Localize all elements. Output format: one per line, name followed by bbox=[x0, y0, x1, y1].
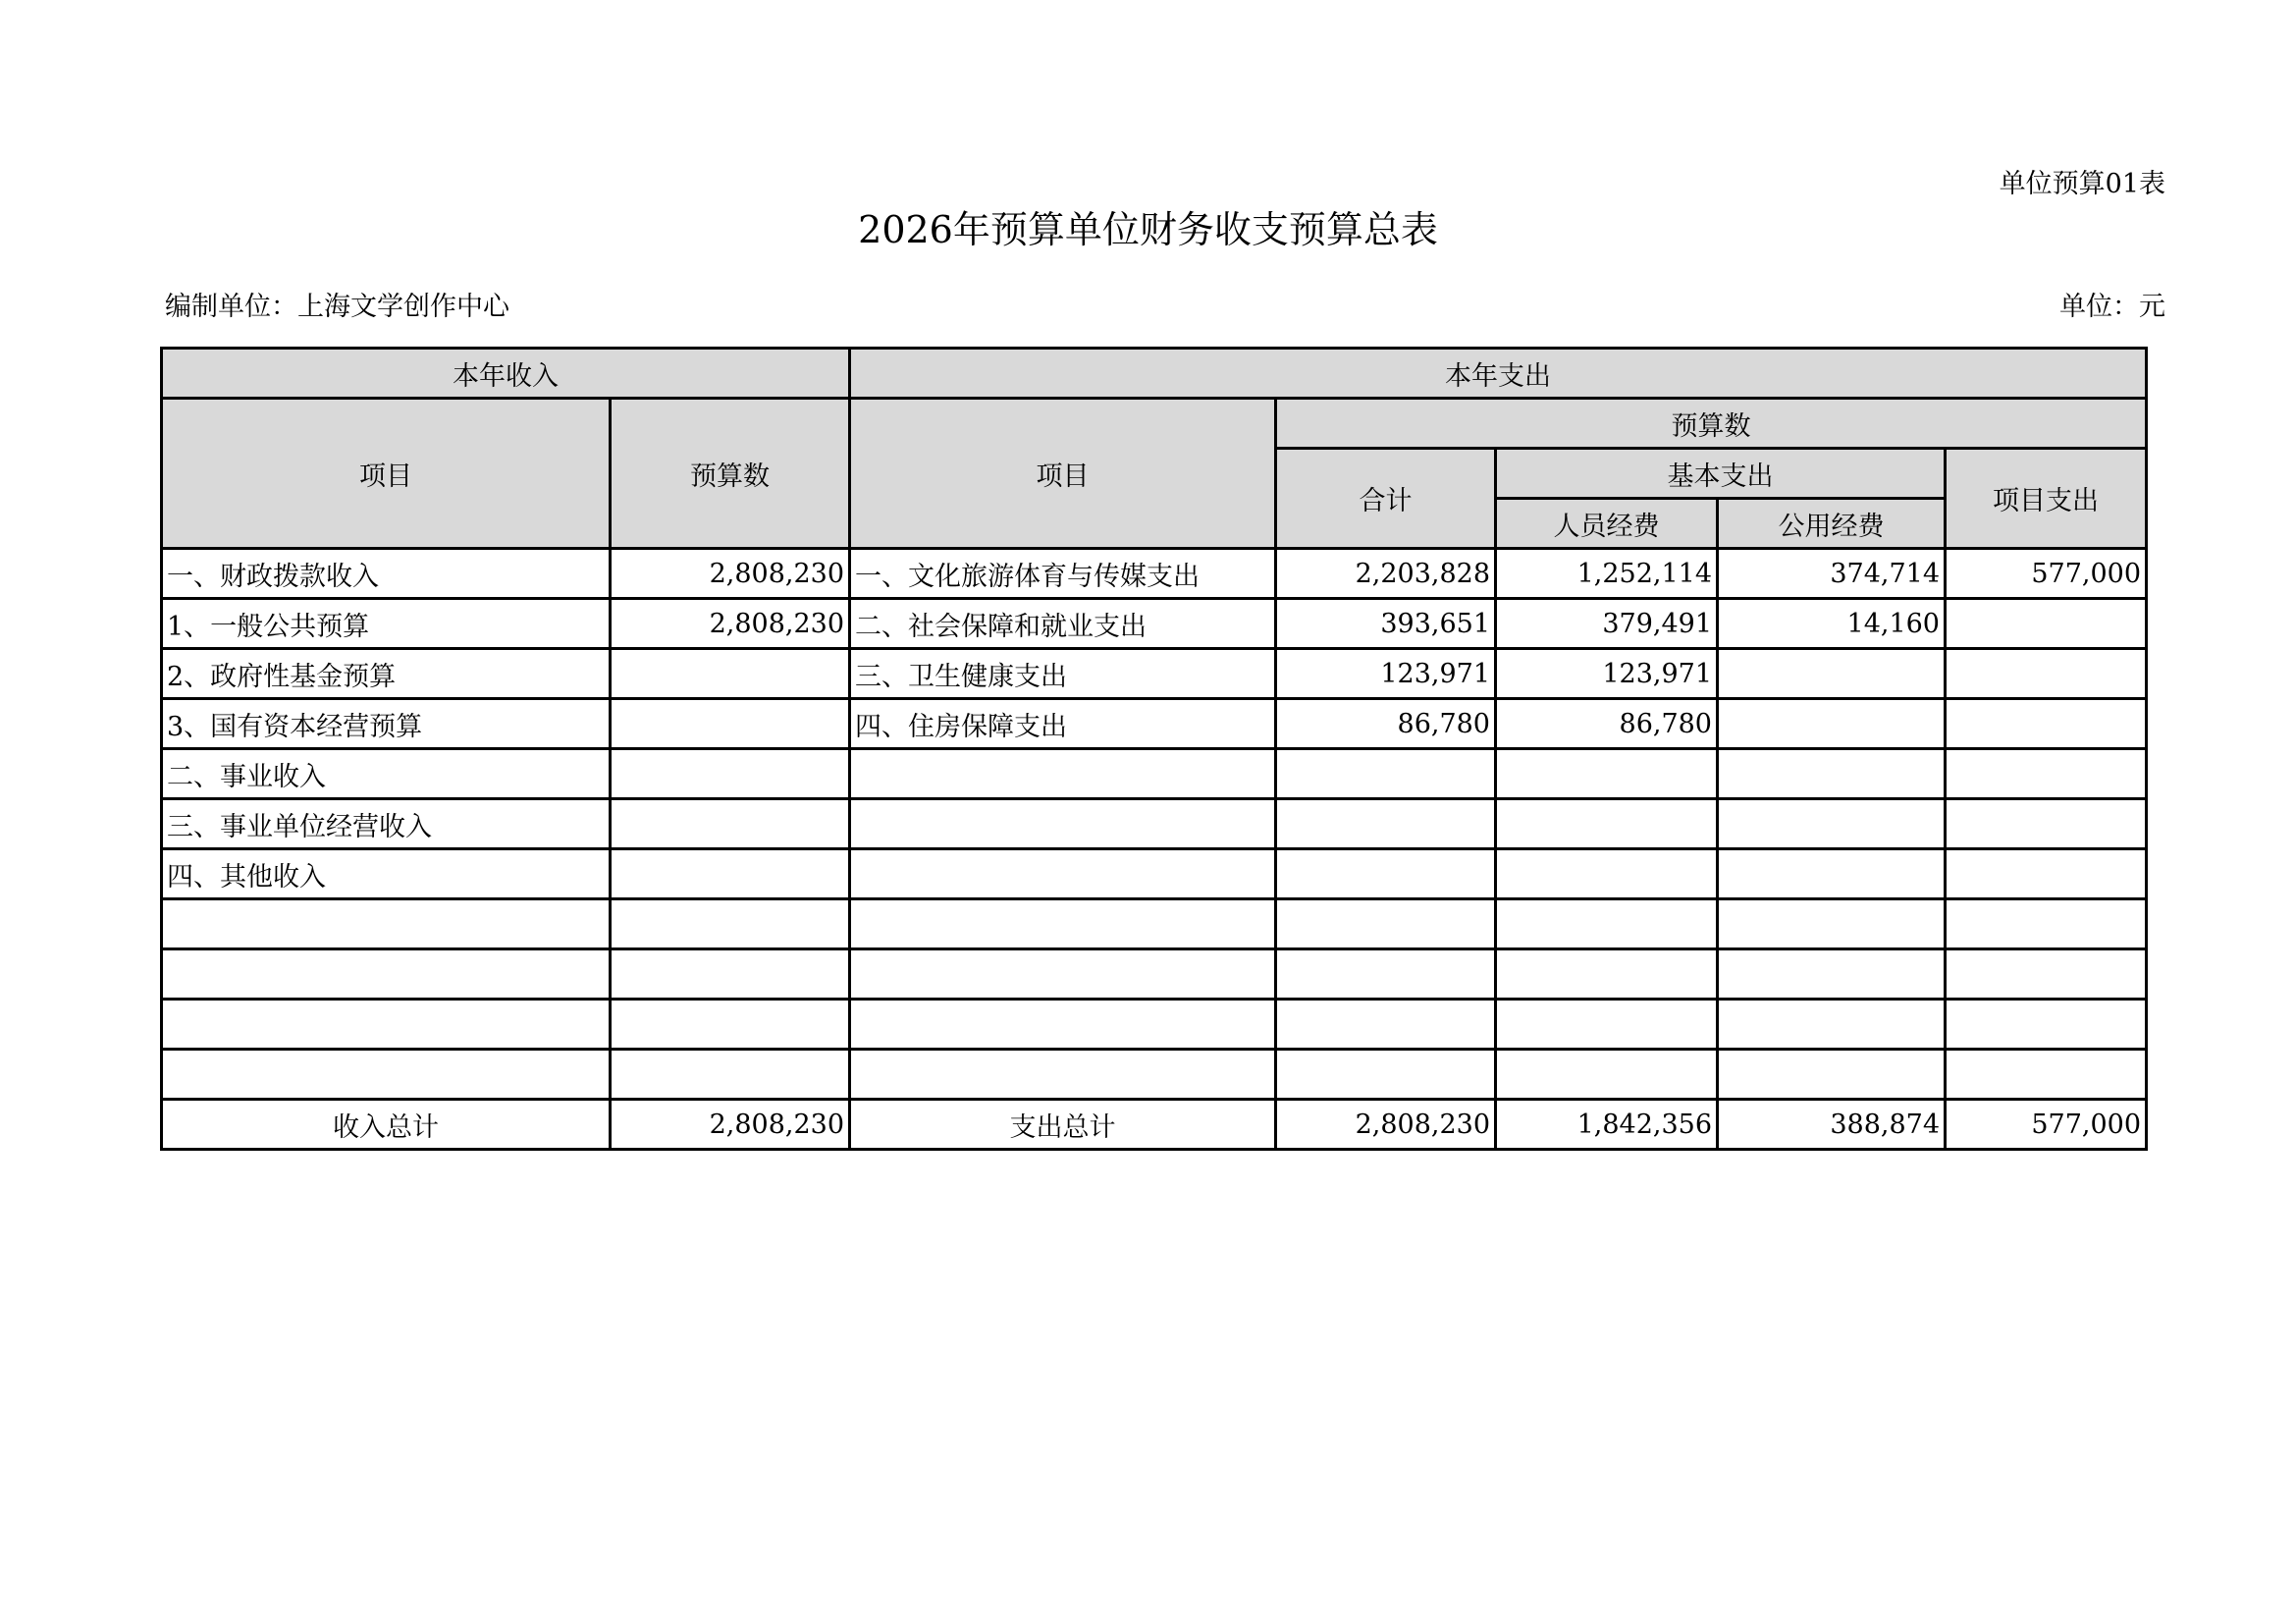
expense-item-cell bbox=[850, 949, 1276, 1000]
public-cell bbox=[1718, 799, 1946, 849]
public-cell: 14,160 bbox=[1718, 599, 1946, 649]
table-row bbox=[162, 649, 2147, 699]
project-cell bbox=[1946, 1000, 2147, 1050]
income-item-cell: 3、国有资本经营预算 bbox=[162, 699, 611, 749]
personnel-cell bbox=[1496, 1050, 1718, 1100]
personnel-cell bbox=[1496, 899, 1718, 949]
basic-group-header: 基本支出 bbox=[1496, 449, 1946, 499]
header-row-1 bbox=[162, 349, 2147, 399]
expense-item-cell: 一、文化旅游体育与传媒支出 bbox=[850, 549, 1276, 599]
income-budget-cell bbox=[611, 949, 850, 1000]
total-cell bbox=[1276, 1000, 1496, 1050]
income-item-cell: 一、财政拨款收入 bbox=[162, 549, 611, 599]
public-cell bbox=[1718, 699, 1946, 749]
income-item-cell: 1、一般公共预算 bbox=[162, 599, 611, 649]
total-cell bbox=[1276, 849, 1496, 899]
expense-item-header: 项目 bbox=[850, 399, 1276, 549]
income-item-header: 项目 bbox=[162, 399, 611, 549]
expense-item-cell bbox=[850, 899, 1276, 949]
table-row bbox=[162, 549, 2147, 599]
total-cell bbox=[1276, 949, 1496, 1000]
income-total-value: 2,808,230 bbox=[611, 1100, 850, 1150]
project-cell bbox=[1946, 799, 2147, 849]
project-cell bbox=[1946, 649, 2147, 699]
income-budget-cell bbox=[611, 649, 850, 699]
total-cell bbox=[1276, 1050, 1496, 1100]
table-row bbox=[162, 699, 2147, 749]
public-cell bbox=[1718, 749, 1946, 799]
table-row bbox=[162, 899, 2147, 949]
income-item-cell bbox=[162, 1050, 611, 1100]
income-budget-cell bbox=[611, 1000, 850, 1050]
budget-group-header: 预算数 bbox=[1276, 399, 2147, 449]
expense-group-header: 本年支出 bbox=[850, 349, 2147, 399]
expense-item-cell: 四、住房保障支出 bbox=[850, 699, 1276, 749]
table-row bbox=[162, 849, 2147, 899]
income-budget-cell bbox=[611, 749, 850, 799]
table-row bbox=[162, 949, 2147, 1000]
project-cell bbox=[1946, 949, 2147, 1000]
total-cell: 86,780 bbox=[1276, 699, 1496, 749]
income-budget-cell bbox=[611, 849, 850, 899]
total-cell bbox=[1276, 899, 1496, 949]
page-title: 2026年预算单位财务收支预算总表 bbox=[858, 208, 1438, 251]
personnel-total-value: 1,842,356 bbox=[1496, 1100, 1718, 1150]
income-total-label: 收入总计 bbox=[162, 1100, 611, 1150]
project-cell bbox=[1946, 849, 2147, 899]
public-cell bbox=[1718, 949, 1946, 1000]
public-cell bbox=[1718, 1000, 1946, 1050]
project-cell bbox=[1946, 1050, 2147, 1100]
expense-item-cell bbox=[850, 799, 1276, 849]
expense-item-cell bbox=[850, 749, 1276, 799]
expense-total-value: 2,808,230 bbox=[1276, 1100, 1496, 1150]
org-label: 编制单位：上海文学创作中心 bbox=[165, 292, 509, 322]
expense-item-cell: 三、卫生健康支出 bbox=[850, 649, 1276, 699]
income-item-cell bbox=[162, 1000, 611, 1050]
personnel-header: 人员经费 bbox=[1496, 499, 1718, 549]
header-row-2 bbox=[162, 399, 2147, 449]
income-item-cell: 二、事业收入 bbox=[162, 749, 611, 799]
income-item-cell: 三、事业单位经营收入 bbox=[162, 799, 611, 849]
public-cell bbox=[1718, 1050, 1946, 1100]
personnel-cell bbox=[1496, 949, 1718, 1000]
total-header: 合计 bbox=[1276, 449, 1496, 549]
project-header: 项目支出 bbox=[1946, 449, 2147, 549]
expense-item-cell bbox=[850, 1000, 1276, 1050]
personnel-cell bbox=[1496, 749, 1718, 799]
table-code: 单位预算01表 bbox=[1999, 169, 2165, 199]
income-item-cell bbox=[162, 949, 611, 1000]
total-cell: 393,651 bbox=[1276, 599, 1496, 649]
personnel-cell bbox=[1496, 799, 1718, 849]
table-row bbox=[162, 1000, 2147, 1050]
personnel-cell bbox=[1496, 849, 1718, 899]
public-cell bbox=[1718, 899, 1946, 949]
total-cell bbox=[1276, 799, 1496, 849]
total-cell bbox=[1276, 749, 1496, 799]
income-item-cell: 四、其他收入 bbox=[162, 849, 611, 899]
income-item-cell bbox=[162, 899, 611, 949]
income-budget-cell bbox=[611, 799, 850, 849]
table-row bbox=[162, 799, 2147, 849]
total-cell: 2,203,828 bbox=[1276, 549, 1496, 599]
personnel-cell bbox=[1496, 1000, 1718, 1050]
public-header: 公用经费 bbox=[1718, 499, 1946, 549]
income-budget-header: 预算数 bbox=[611, 399, 850, 549]
table-row bbox=[162, 1050, 2147, 1100]
income-budget-cell bbox=[611, 899, 850, 949]
project-cell bbox=[1946, 599, 2147, 649]
expense-item-cell: 二、社会保障和就业支出 bbox=[850, 599, 1276, 649]
totals-row bbox=[162, 1100, 2147, 1150]
table-row bbox=[162, 599, 2147, 649]
project-total-value: 577,000 bbox=[1946, 1100, 2147, 1150]
public-cell bbox=[1718, 649, 1946, 699]
income-budget-cell: 2,808,230 bbox=[611, 549, 850, 599]
project-cell bbox=[1946, 899, 2147, 949]
table-row bbox=[162, 749, 2147, 799]
personnel-cell: 123,971 bbox=[1496, 649, 1718, 699]
public-total-value: 388,874 bbox=[1718, 1100, 1946, 1150]
personnel-cell: 379,491 bbox=[1496, 599, 1718, 649]
project-cell bbox=[1946, 749, 2147, 799]
income-item-cell: 2、政府性基金预算 bbox=[162, 649, 611, 699]
budget-table bbox=[160, 347, 2148, 1151]
income-budget-cell: 2,808,230 bbox=[611, 599, 850, 649]
total-cell: 123,971 bbox=[1276, 649, 1496, 699]
project-cell: 577,000 bbox=[1946, 549, 2147, 599]
income-group-header: 本年收入 bbox=[162, 349, 850, 399]
income-budget-cell bbox=[611, 699, 850, 749]
public-cell bbox=[1718, 849, 1946, 899]
expense-item-cell bbox=[850, 1050, 1276, 1100]
expense-total-label: 支出总计 bbox=[850, 1100, 1276, 1150]
public-cell: 374,714 bbox=[1718, 549, 1946, 599]
income-budget-cell bbox=[611, 1050, 850, 1100]
personnel-cell: 1,252,114 bbox=[1496, 549, 1718, 599]
unit-label: 单位：元 bbox=[2059, 292, 2165, 322]
personnel-cell: 86,780 bbox=[1496, 699, 1718, 749]
project-cell bbox=[1946, 699, 2147, 749]
expense-item-cell bbox=[850, 849, 1276, 899]
